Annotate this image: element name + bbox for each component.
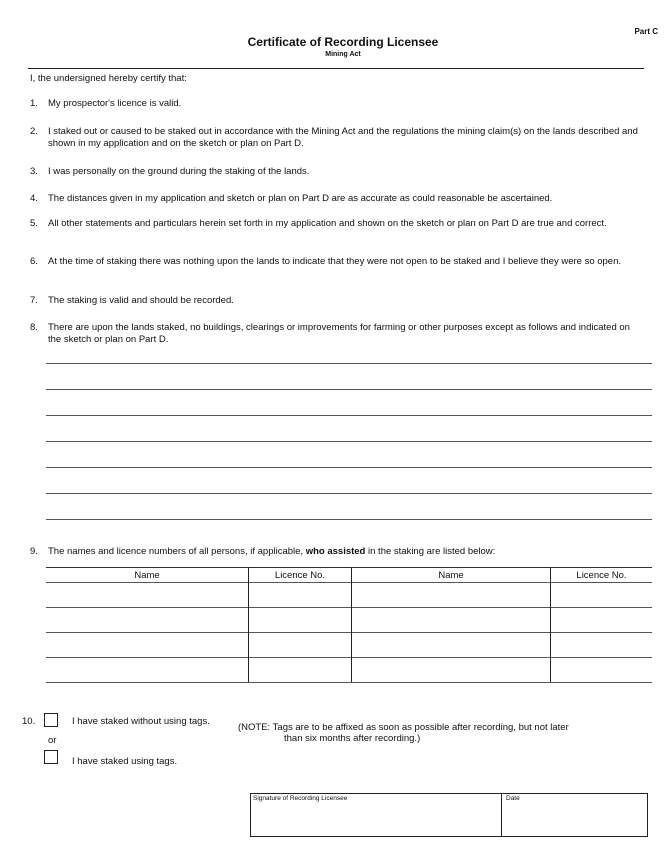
signature-box [250, 793, 648, 837]
no-tags-label: I have staked without using tags. [72, 716, 210, 727]
column-header-name: Name [46, 568, 249, 583]
licence-cell[interactable] [551, 583, 653, 608]
item-number: 5. [30, 218, 38, 229]
with-tags-label: I have staked using tags. [72, 756, 178, 767]
item-text: The distances given in my application and sketch or plan on Part D are as accurate as could reasonable be ascertained. [48, 193, 553, 204]
write-in-line[interactable] [46, 441, 652, 442]
part-label: Part C [634, 27, 658, 36]
write-in-line[interactable] [46, 363, 652, 364]
name-cell[interactable] [46, 583, 249, 608]
intro-text: I, the undersigned hereby certify that: [30, 73, 187, 84]
write-in-line[interactable] [46, 467, 652, 468]
licence-cell[interactable] [551, 608, 653, 633]
name-cell[interactable] [352, 608, 551, 633]
licence-cell[interactable] [551, 633, 653, 658]
no-tags-checkbox[interactable] [44, 713, 58, 727]
name-cell[interactable] [352, 658, 551, 683]
item-number: 4. [30, 193, 38, 204]
item-text: There are upon the lands staked, no buildings, clearings or improvements for farming or other purposes except as follows and indicated on the sketch or plan on Part D. [48, 322, 630, 345]
item-number: 3. [30, 166, 38, 177]
name-cell[interactable] [352, 633, 551, 658]
licence-cell[interactable] [249, 633, 352, 658]
item-text: At the time of staking there was nothing upon the lands to indicate that they were not open to be staked and I believe they were so open. [48, 256, 622, 267]
table-row [46, 608, 652, 633]
signature-label: Signature of Recording Licensee [253, 795, 348, 802]
with-tags-checkbox[interactable] [44, 750, 58, 764]
licence-cell[interactable] [249, 583, 352, 608]
header-divider [28, 68, 644, 69]
column-header-licence: Licence No. [551, 568, 653, 583]
table-row [46, 583, 652, 608]
licence-cell[interactable] [249, 608, 352, 633]
table-row [46, 633, 652, 658]
tags-note-continued: than six months after recording.) [284, 733, 421, 744]
date-label: Date [506, 795, 520, 802]
or-label: or [48, 735, 57, 746]
item-text: I was personally on the ground during the staking of the lands. [48, 166, 310, 177]
write-in-line[interactable] [46, 493, 652, 494]
licence-cell[interactable] [249, 658, 352, 683]
write-in-line[interactable] [46, 415, 652, 416]
item-number: 8. [30, 322, 38, 333]
name-cell[interactable] [46, 633, 249, 658]
item-number: 2. [30, 126, 38, 137]
form-title: Certificate of Recording Licensee [247, 35, 439, 49]
name-cell[interactable] [46, 658, 249, 683]
item-number: 6. [30, 256, 38, 267]
table-row [46, 658, 652, 683]
item-text: The staking is valid and should be recorded. [48, 295, 234, 306]
form-subtitle: Mining Act [325, 51, 361, 58]
item-number: 10. [22, 716, 36, 727]
write-in-line[interactable] [46, 519, 652, 520]
licence-cell[interactable] [551, 658, 653, 683]
item-number: 7. [30, 295, 38, 306]
write-in-line[interactable] [46, 389, 652, 390]
item-text: All other statements and particulars herein set forth in my application and shown on the sketch or plan on Part D are true and correct. [48, 218, 607, 229]
item-text: I staked out or caused to be staked out in accordance with the Mining Act and the regulations the mining claim(s) on the lands described and shown in my application and on the sketch or plan on Part D. [48, 126, 638, 149]
item-number: 9. [30, 546, 38, 557]
name-cell[interactable] [352, 583, 551, 608]
column-header-licence: Licence No. [249, 568, 352, 583]
column-header-name: Name [352, 568, 551, 583]
table-header-row [46, 568, 652, 583]
item-text: The names and licence numbers of all persons, if applicable, who assisted in the staking are listed below: [48, 546, 496, 557]
item-text: My prospector's licence is valid. [48, 98, 182, 109]
item-number: 1. [30, 98, 38, 109]
assistants-table [46, 567, 652, 683]
signature-date-divider [501, 794, 502, 836]
name-cell[interactable] [46, 608, 249, 633]
tags-note: (NOTE: Tags are to be affixed as soon as possible after recording, but not later [238, 722, 569, 733]
